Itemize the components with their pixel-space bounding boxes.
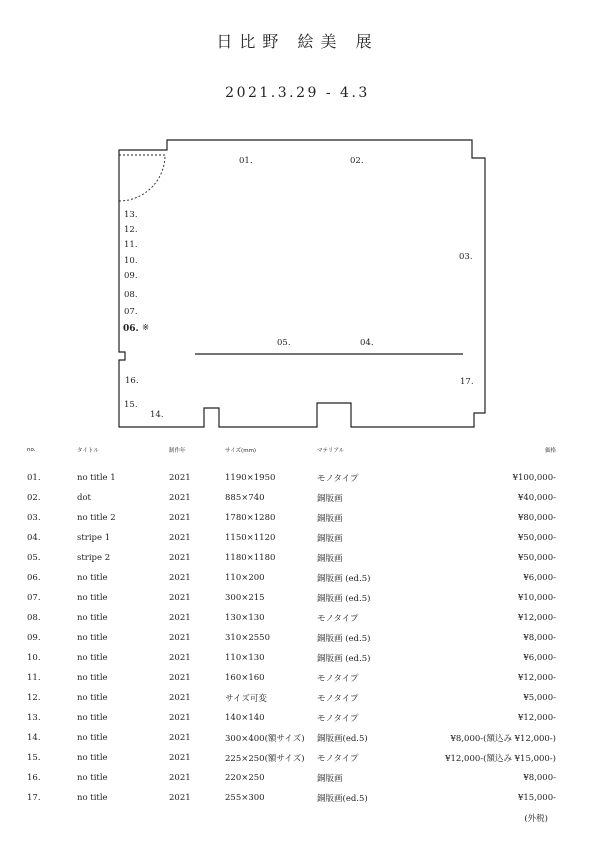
cell-size: 130×130 bbox=[225, 613, 265, 623]
cell-material: 銅版画(ed.5) bbox=[317, 794, 368, 804]
cell-price: ¥6,000- bbox=[523, 573, 556, 583]
gallery-wall-outline bbox=[119, 140, 485, 427]
cell-title: no title 2 bbox=[77, 513, 116, 523]
cell-year: 2021 bbox=[169, 793, 191, 803]
cell-material: 銅版画 (ed.5) bbox=[317, 654, 371, 664]
label-13: 13. bbox=[124, 210, 138, 220]
cell-price: ¥100,000- bbox=[512, 473, 556, 483]
cell-year: 2021 bbox=[169, 753, 191, 763]
header-title: タイトル bbox=[77, 448, 99, 454]
cell-year: 2021 bbox=[169, 473, 191, 483]
header-size: サイズ(mm) bbox=[225, 448, 257, 454]
label-05: 05. bbox=[277, 338, 291, 348]
label-06: 06. bbox=[123, 324, 139, 334]
cell-price: ¥8,000- bbox=[523, 773, 556, 783]
cell-no: 14. bbox=[27, 733, 41, 743]
cell-size: 255×300 bbox=[225, 793, 265, 803]
cell-price: ¥12,000- bbox=[517, 713, 556, 723]
cell-price: ¥50,000- bbox=[517, 553, 556, 563]
cell-title: dot bbox=[77, 493, 91, 503]
cell-no: 02. bbox=[27, 493, 41, 503]
label-06-mark: ※ bbox=[142, 323, 150, 333]
cell-no: 17. bbox=[27, 793, 41, 803]
table-row bbox=[22, 608, 556, 628]
cell-price: ¥10,000- bbox=[517, 593, 556, 603]
cell-material: 銅版画 bbox=[317, 514, 343, 524]
cell-size: 300×215 bbox=[225, 593, 265, 603]
cell-year: 2021 bbox=[169, 713, 191, 723]
label-07: 07. bbox=[124, 307, 138, 317]
cell-material: モノタイプ bbox=[317, 714, 359, 724]
cell-price: ¥12,000-(額込み ¥15,000-) bbox=[445, 754, 556, 764]
cell-price: ¥80,000- bbox=[517, 513, 556, 523]
cell-size: 885×740 bbox=[225, 493, 265, 503]
label-03: 03. bbox=[459, 252, 473, 262]
label-08: 08. bbox=[124, 290, 138, 300]
cell-title: no title bbox=[77, 773, 108, 783]
cell-year: 2021 bbox=[169, 493, 191, 503]
cell-price: ¥6,000- bbox=[523, 653, 556, 663]
table-row bbox=[22, 748, 556, 768]
cell-price: ¥8,000-(額込み ¥12,000-) bbox=[450, 734, 556, 744]
cell-material: 銅版画(ed.5) bbox=[317, 734, 368, 744]
label-16: 16. bbox=[125, 376, 139, 386]
table-row bbox=[22, 568, 556, 588]
cell-title: no title bbox=[77, 733, 108, 743]
cell-no: 16. bbox=[27, 773, 41, 783]
label-04: 04. bbox=[360, 338, 374, 348]
cell-no: 04. bbox=[27, 533, 41, 543]
cell-year: 2021 bbox=[169, 513, 191, 523]
cell-title: no title bbox=[77, 613, 108, 623]
cell-title: no title bbox=[77, 673, 108, 683]
cell-no: 03. bbox=[27, 513, 41, 523]
cell-material: モノタイプ bbox=[317, 474, 359, 484]
cell-title: no title bbox=[77, 573, 108, 583]
cell-title: no title bbox=[77, 713, 108, 723]
table-row bbox=[22, 688, 556, 708]
cell-size: 310×2550 bbox=[225, 633, 270, 643]
header-no: no. bbox=[27, 447, 36, 453]
header-material: マテリアル bbox=[317, 448, 345, 454]
cell-material: 銅版画 bbox=[317, 494, 343, 504]
cell-year: 2021 bbox=[169, 733, 191, 743]
cell-material: モノタイプ bbox=[317, 694, 359, 704]
works-price-list bbox=[22, 444, 556, 808]
table-row bbox=[22, 648, 556, 668]
cell-no: 10. bbox=[27, 653, 41, 663]
label-17: 17. bbox=[460, 377, 474, 387]
label-11: 11. bbox=[124, 240, 138, 250]
cell-no: 05. bbox=[27, 553, 41, 563]
header-year: 制作年 bbox=[169, 448, 186, 454]
label-09: 09. bbox=[124, 271, 138, 281]
header-price: 価格 bbox=[544, 448, 556, 454]
label-15: 15. bbox=[124, 400, 138, 410]
tax-note: (外税) bbox=[524, 814, 548, 824]
cell-no: 07. bbox=[27, 593, 41, 603]
table-row bbox=[22, 488, 556, 508]
cell-material: 銅版画 (ed.5) bbox=[317, 574, 371, 584]
cell-price: ¥12,000- bbox=[517, 613, 556, 623]
cell-year: 2021 bbox=[169, 673, 191, 683]
cell-size: 1180×1180 bbox=[225, 553, 276, 563]
cell-year: 2021 bbox=[169, 613, 191, 623]
door-swing bbox=[119, 155, 165, 201]
cell-size: 1780×1280 bbox=[225, 513, 276, 523]
cell-material: モノタイプ bbox=[317, 674, 359, 684]
table-header-row bbox=[22, 444, 556, 468]
cell-year: 2021 bbox=[169, 653, 191, 663]
cell-material: モノタイプ bbox=[317, 614, 359, 624]
cell-material: 銅版画 bbox=[317, 774, 343, 784]
cell-title: no title bbox=[77, 793, 108, 803]
cell-title: no title 1 bbox=[77, 473, 116, 483]
cell-price: ¥40,000- bbox=[517, 493, 556, 503]
cell-size: 300×400(額サイズ) bbox=[225, 734, 305, 744]
cell-size: 225×250(額サイズ) bbox=[225, 754, 305, 764]
cell-year: 2021 bbox=[169, 773, 191, 783]
table-row bbox=[22, 468, 556, 488]
exhibition-title: 日比野 絵美 展 bbox=[216, 32, 379, 51]
cell-no: 09. bbox=[27, 633, 41, 643]
table-row bbox=[22, 548, 556, 568]
table-row bbox=[22, 628, 556, 648]
cell-title: no title bbox=[77, 593, 108, 603]
table-row bbox=[22, 708, 556, 728]
table-row bbox=[22, 768, 556, 788]
cell-no: 13. bbox=[27, 713, 41, 723]
cell-price: ¥5,000- bbox=[523, 693, 556, 703]
cell-material: 銅版画 bbox=[317, 534, 343, 544]
table-row bbox=[22, 788, 556, 808]
label-14: 14. bbox=[150, 410, 164, 420]
label-12: 12. bbox=[124, 225, 138, 235]
cell-material: 銅版画 bbox=[317, 554, 343, 564]
cell-size: 140×140 bbox=[225, 713, 265, 723]
label-01: 01. bbox=[239, 156, 253, 166]
table-body bbox=[22, 468, 556, 808]
cell-material: 銅版画 (ed.5) bbox=[317, 594, 371, 604]
cell-material: モノタイプ bbox=[317, 754, 359, 764]
cell-year: 2021 bbox=[169, 633, 191, 643]
cell-size: 160×160 bbox=[225, 673, 265, 683]
cell-price: ¥8,000- bbox=[523, 633, 556, 643]
cell-title: stripe 2 bbox=[77, 553, 111, 563]
cell-size: 1190×1950 bbox=[225, 473, 276, 483]
cell-title: no title bbox=[77, 753, 108, 763]
cell-no: 12. bbox=[27, 693, 41, 703]
cell-no: 11. bbox=[27, 673, 41, 683]
cell-title: no title bbox=[77, 693, 108, 703]
cell-no: 01. bbox=[27, 473, 41, 483]
table-row bbox=[22, 588, 556, 608]
exhibition-dates: 2021.3.29 - 4.3 bbox=[225, 85, 370, 101]
label-02: 02. bbox=[350, 156, 364, 166]
cell-price: ¥12,000- bbox=[517, 673, 556, 683]
cell-year: 2021 bbox=[169, 593, 191, 603]
cell-year: 2021 bbox=[169, 573, 191, 583]
cell-price: ¥50,000- bbox=[517, 533, 556, 543]
cell-material: 銅版画 (ed.5) bbox=[317, 634, 371, 644]
table-row bbox=[22, 528, 556, 548]
cell-year: 2021 bbox=[169, 553, 191, 563]
table-row bbox=[22, 728, 556, 748]
cell-no: 06. bbox=[27, 573, 41, 583]
cell-no: 15. bbox=[27, 753, 41, 763]
cell-size: 220×250 bbox=[225, 773, 265, 783]
cell-year: 2021 bbox=[169, 533, 191, 543]
cell-price: ¥15,000- bbox=[517, 793, 556, 803]
cell-title: stripe 1 bbox=[77, 533, 111, 543]
table-row bbox=[22, 508, 556, 528]
cell-size: サイズ可変 bbox=[225, 694, 267, 704]
cell-size: 110×130 bbox=[225, 653, 265, 663]
label-10: 10. bbox=[124, 256, 138, 266]
cell-year: 2021 bbox=[169, 693, 191, 703]
table-row bbox=[22, 668, 556, 688]
cell-no: 08. bbox=[27, 613, 41, 623]
cell-title: no title bbox=[77, 633, 108, 643]
cell-size: 1150×1120 bbox=[225, 533, 276, 543]
cell-title: no title bbox=[77, 653, 108, 663]
cell-size: 110×200 bbox=[225, 573, 265, 583]
